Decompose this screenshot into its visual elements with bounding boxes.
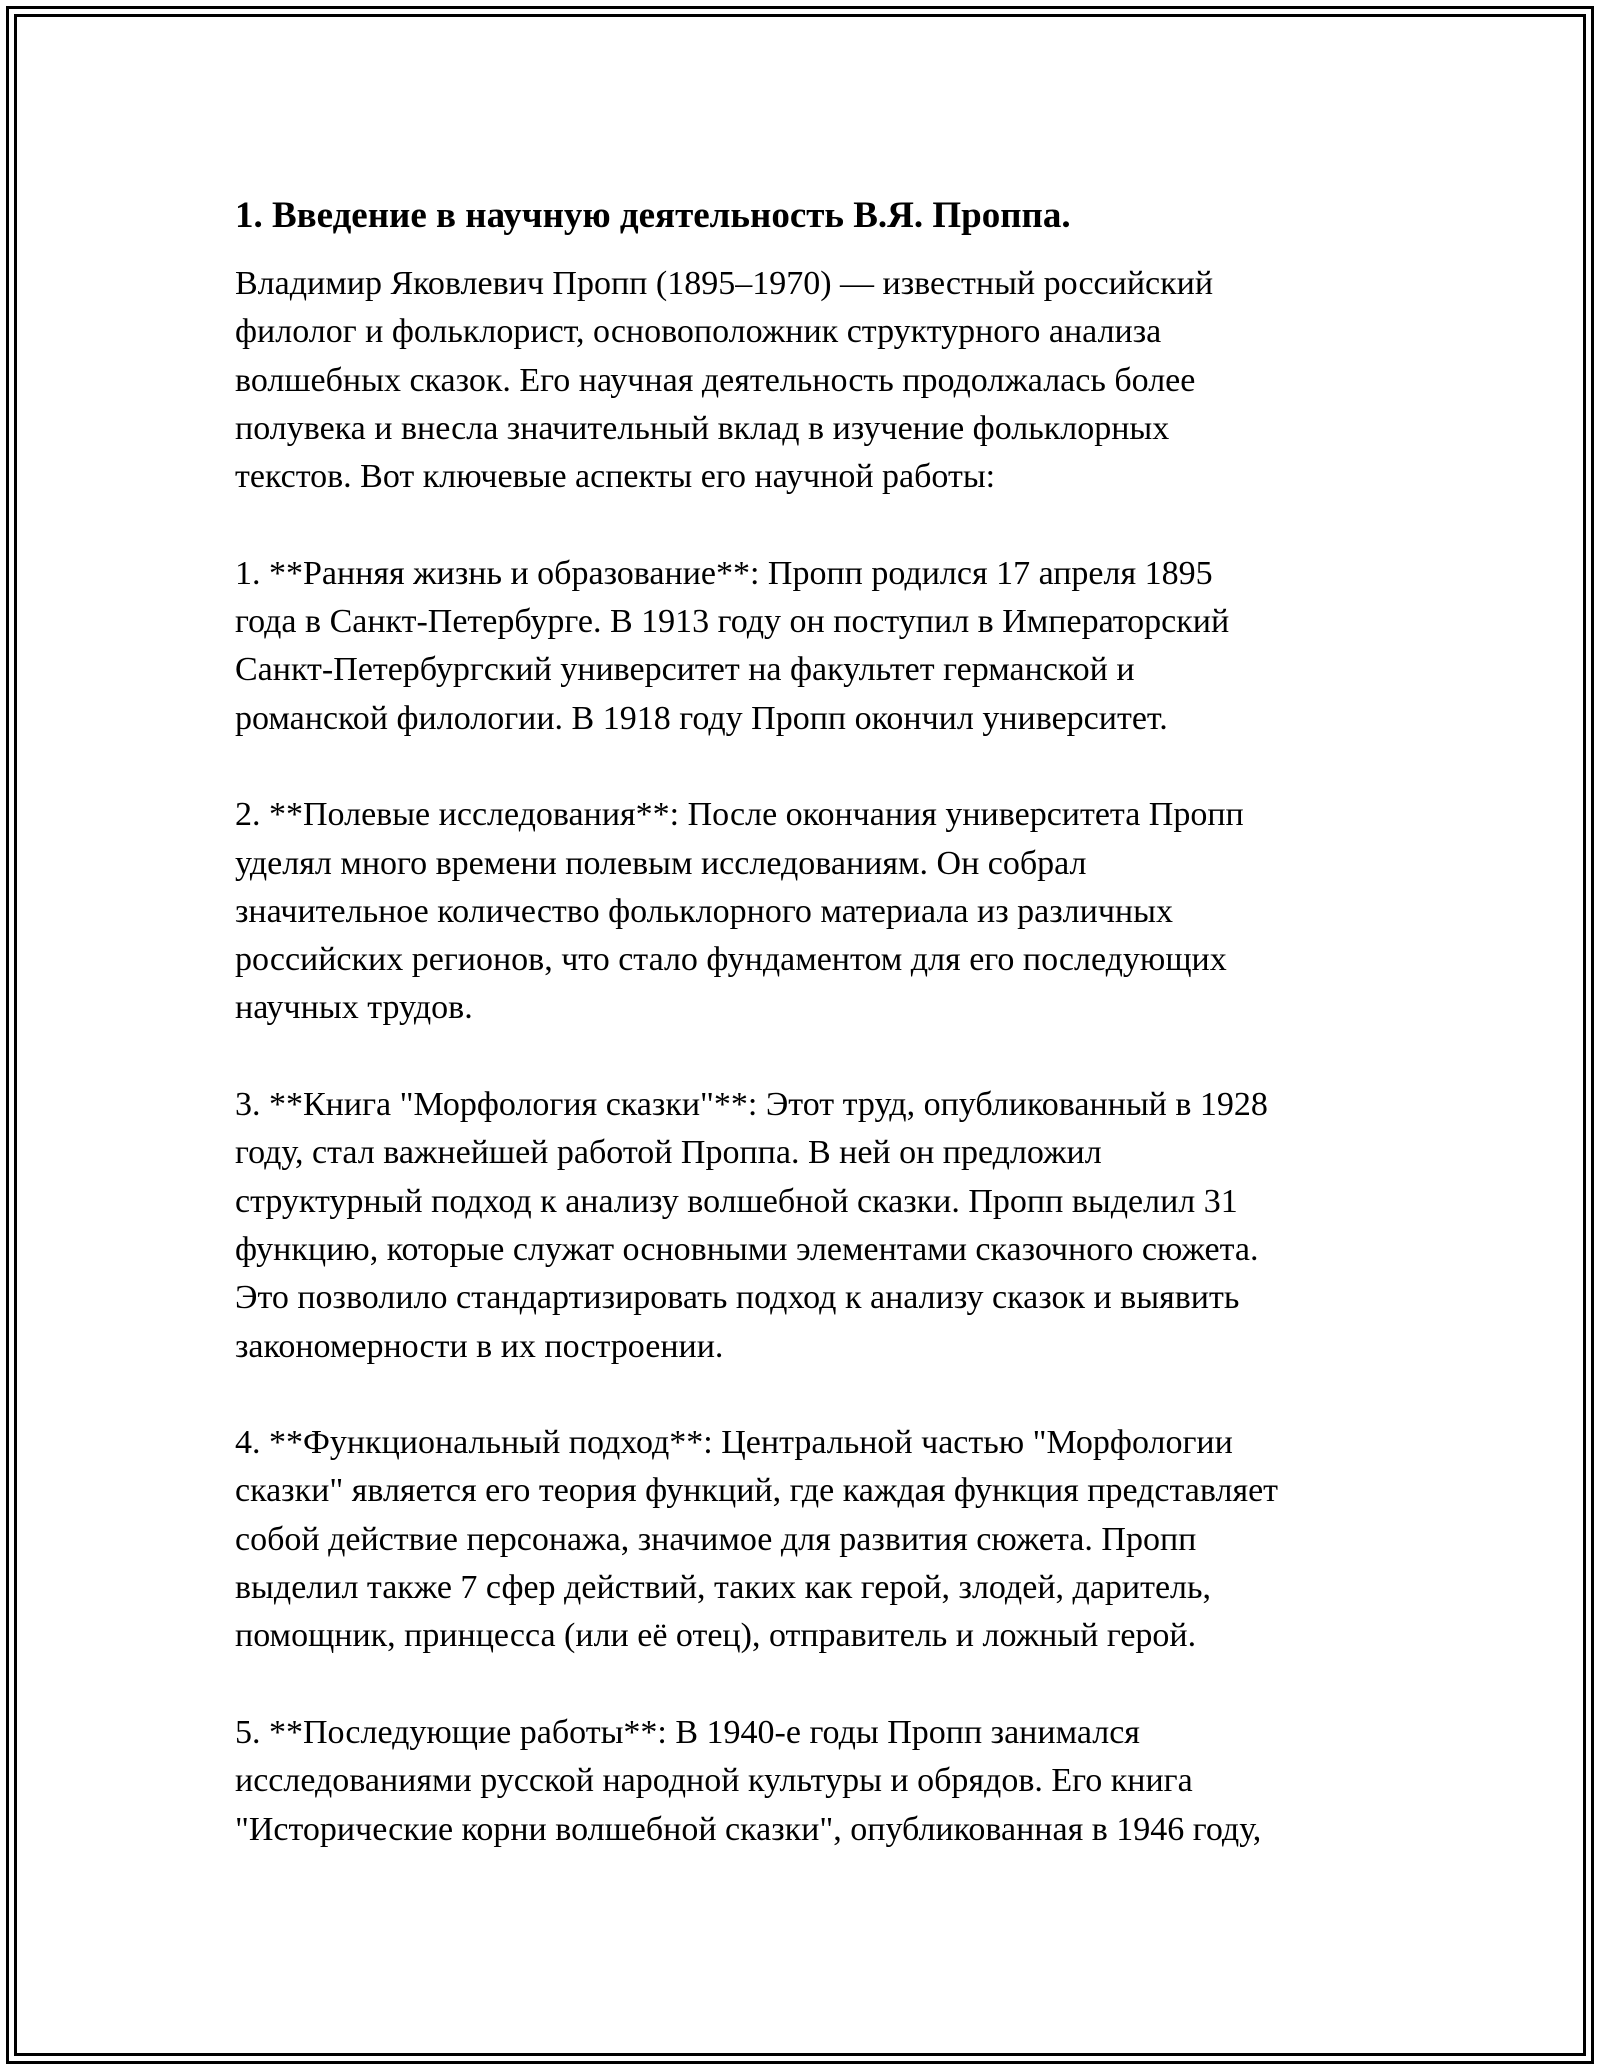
- text-line: функцию, которые служат основными элементами сказочного сюжета.: [235, 1230, 1259, 1268]
- list-item-paragraph: [235, 1419, 1385, 1660]
- text-line: романской филологии. В 1918 году Пропп окончил университет.: [235, 699, 1168, 737]
- text-line: Владимир Яковлевич Пропп (1895–1970) — известный российский: [235, 265, 1214, 302]
- text-line: 2. **Полевые исследования**: После окончания университета Пропп: [235, 796, 1244, 834]
- text-line: исследованиями русской народной культуры и обрядов. Его книга: [235, 1762, 1193, 1800]
- text-line: 3. **Книга "Морфология сказки"**: Этот труд, опубликованный в 1928: [235, 1086, 1268, 1124]
- list-item-paragraph: [235, 1081, 1385, 1371]
- text-line: полувека и внесла значительный вклад в изучение фольклорных: [235, 409, 1170, 447]
- intro-paragraph: [235, 260, 1385, 501]
- text-line: собой действие персонажа, значимое для развития сюжета. Пропп: [235, 1520, 1197, 1558]
- text-line: года в Санкт-Петербурге. В 1913 году он поступил в Императорский: [235, 603, 1230, 641]
- text-line: Это позволило стандартизировать подход к анализу сказок и выявить: [235, 1279, 1240, 1317]
- text-line: волшебных сказок. Его научная деятельность продолжалась более: [235, 361, 1196, 399]
- text-line: уделял много времени полевым исследованиям. Он собрал: [235, 844, 1087, 882]
- text-line: филолог и фольклорист, основоположник структурного анализа: [235, 313, 1162, 351]
- paragraph-list: [235, 260, 1385, 1854]
- text-line: помощник, принцесса (или её отец), отправитель и ложный герой.: [235, 1617, 1197, 1655]
- list-item-paragraph: [235, 1709, 1385, 1854]
- text-line: сказки" является его теория функций, где каждая функция представляет: [235, 1472, 1279, 1510]
- text-line: 5. **Последующие работы**: В 1940-е годы Пропп занимался: [235, 1713, 1140, 1751]
- text-line: текстов. Вот ключевые аспекты его научной работы:: [235, 458, 996, 496]
- text-line: научных трудов.: [235, 989, 473, 1027]
- text-line: 4. **Функциональный подход**: Центральной частью "Морфологии: [235, 1424, 1233, 1462]
- text-line: российских регионов, что стало фундаментом для его последующих: [235, 941, 1227, 979]
- list-item-paragraph: [235, 791, 1385, 1032]
- text-line: закономерности в их построении.: [235, 1327, 724, 1365]
- list-item-paragraph: [235, 550, 1385, 743]
- section-heading: 1. Введение в научную деятельность В.Я. Проппа.: [235, 195, 1071, 236]
- text-line: "Исторические корни волшебной сказки", опубликованная в 1946 году,: [235, 1810, 1262, 1848]
- text-line: структурный подход к анализу волшебной сказки. Пропп выделил 31: [235, 1182, 1238, 1220]
- document-body: [235, 188, 1385, 1902]
- text-line: году, стал важнейшей работой Проппа. В ней он предложил: [235, 1134, 1102, 1172]
- text-line: Санкт-Петербургский университет на факультет германской и: [235, 651, 1135, 689]
- text-line: значительное количество фольклорного материала из различных: [235, 892, 1173, 930]
- text-line: выделил также 7 сфер действий, таких как герой, злодей, даритель,: [235, 1569, 1212, 1607]
- text-line: 1. **Ранняя жизнь и образование**: Пропп родился 17 апреля 1895: [235, 554, 1213, 592]
